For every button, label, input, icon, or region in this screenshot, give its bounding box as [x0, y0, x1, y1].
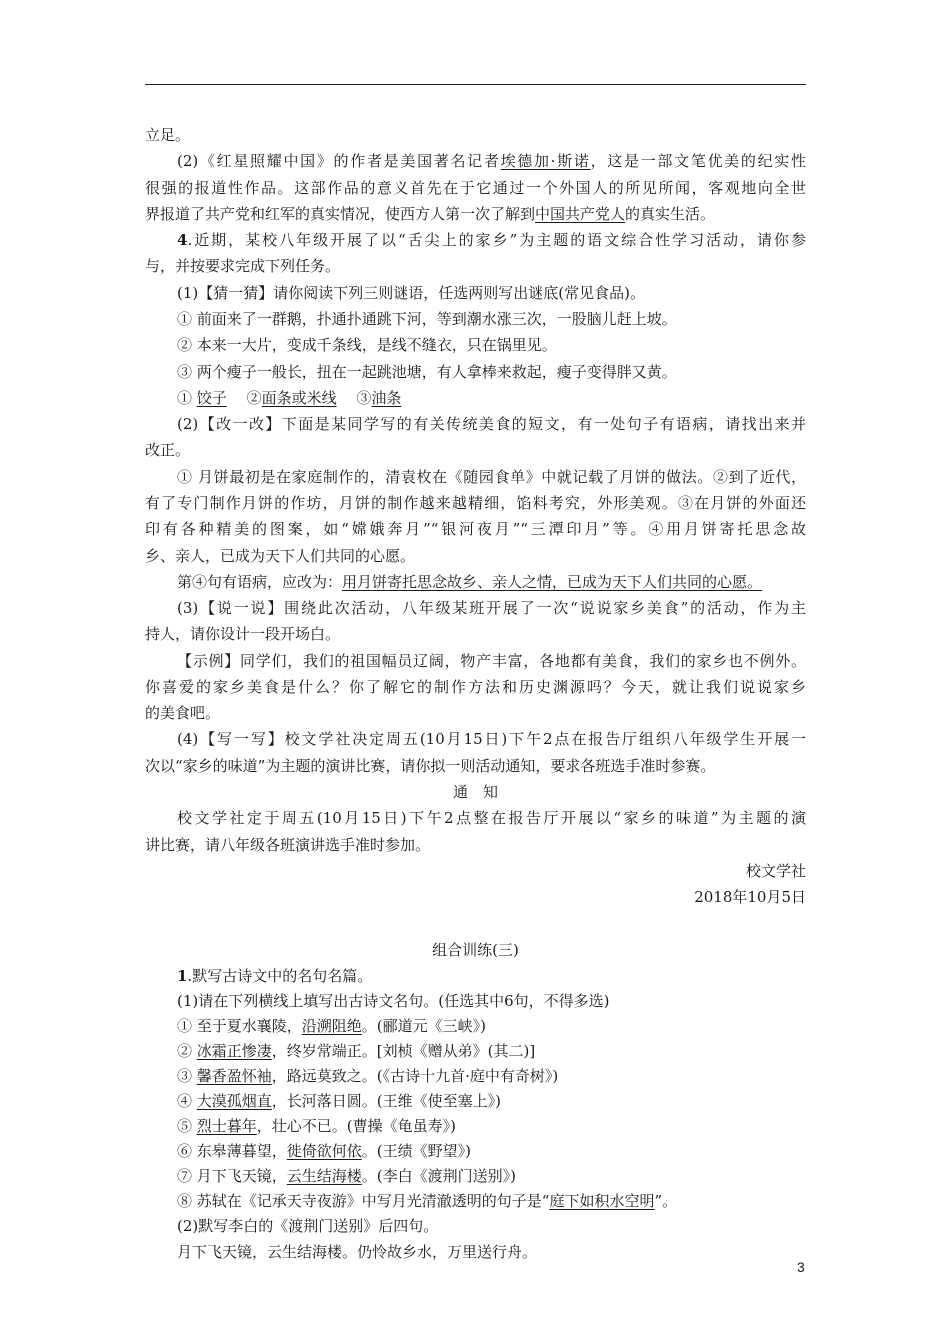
answer-text: 用月饼寄托思念故乡、亲人之情，已成为天下人们共同的心愿。 — [342, 573, 763, 591]
text-line: (4)【写一写】校文学社决定周五(10月15日)下午2点在报告厅组织八年级学生开展一 — [177, 730, 806, 748]
text-line: (1)请在下列横线上填写出古诗文名句。(任选其中6句，不得多选) — [177, 992, 610, 1010]
text-line: 立足。 — [145, 126, 191, 144]
text-line: (2)《红星照耀中国》的作者是美国著名记者埃德加·斯诺，这是一部文笔优美的纪实性 — [177, 152, 806, 170]
poem-item: ⑥ 东皋薄暮望，徙倚欲何依。(王绩《野望》) — [177, 1142, 472, 1160]
text-line: 的美食吧。 — [145, 704, 221, 722]
poem-item: ③ 馨香盈怀袖，路远莫致之。(《古诗十九首·庭中有奇树》) — [177, 1067, 559, 1085]
header-rule — [145, 84, 806, 85]
answer-text: 烈士暮年 — [196, 1117, 257, 1135]
poem-item: ⑤ 烈士暮年，壮心不已。(曹操《龟虽寿》) — [177, 1117, 457, 1135]
text-line: (2)【改一改】下面是某同学写的有关传统美食的短文，有一处句子有语病，请找出来并 — [177, 415, 806, 433]
answer-text: 油条 — [371, 389, 402, 407]
question-1-stem: 1.默写古诗文中的名句名篇。 — [177, 967, 373, 985]
answer-text: 面条或米线 — [261, 389, 337, 407]
correction-answer: 第④句有语病，应改为：用月饼寄托思念故乡、亲人之情，已成为天下人们共同的心愿。 — [177, 573, 763, 591]
riddle-answers: ① 饺子 ②面条或米线 ③油条 — [177, 389, 402, 407]
text-line: 次以“家乡的味道”为主题的演讲比赛，请你拟一则活动通知，要求各班选手准时参赛。 — [145, 757, 716, 775]
answer-text: 冰霜正惨凄 — [196, 1042, 272, 1060]
riddle: ② 本来一大片，变成千条线，是线不缝衣，只在锅里见。 — [177, 336, 557, 354]
poem-item: ④ 大漠孤烟直，长河落日圆。(王维《使至塞上》) — [177, 1092, 502, 1110]
text-line: 有了专门制作月饼的作坊，月饼的制作越来越精细，馅料考究，外形美观。③在月饼的外面还 — [145, 494, 806, 512]
answer-text: 中国共产党人 — [535, 205, 626, 223]
text-line: 讲比赛，请八年级各班演讲选手准时参加。 — [145, 836, 431, 854]
text-line: 校文学社定于周五(10月15日)下午2点整在报告厅开展以“家乡的味道”为主题的演 — [177, 809, 806, 827]
answer-text: 馨香盈怀袖 — [196, 1067, 272, 1085]
answer-text: 庭下如积水空明 — [549, 1192, 655, 1210]
text-line: ① 月饼最初是在家庭制作的，清袁枚在《随园食单》中就记载了月饼的做法。②到了近代， — [177, 468, 806, 486]
question-number: 4 — [177, 231, 188, 249]
notice-title: 通 知 — [452, 783, 498, 801]
page-number: 3 — [797, 1259, 805, 1275]
text-line: 你喜爱的家乡美食是什么？你了解它的制作方法和历史渊源吗？今天，就让我们说说家乡 — [145, 678, 806, 696]
question-4-stem: 4.近期，某校八年级开展了以“舌尖上的家乡”为主题的语文综合性学习活动，请你参 — [177, 231, 806, 249]
text-line: (3)【说一说】围绕此次活动，八年级某班开展了一次“说说家乡美食”的活动，作为主 — [177, 599, 806, 617]
answer-line: 月下飞天镜，云生结海楼。仍怜故乡水，万里送行舟。 — [177, 1243, 538, 1261]
text-line: 界报道了共产党和红军的真实情况，使西方人第一次了解到中国共产党人的真实生活。 — [145, 205, 716, 223]
answer-text: 埃德加·斯诺 — [500, 152, 591, 170]
text-line: 【示例】同学们，我们的祖国幅员辽阔，物产丰富，各地都有美食，我们的家乡也不例外。 — [177, 652, 806, 670]
answer-text: 饺子 — [196, 389, 227, 407]
answer-text: 云生结海楼 — [286, 1167, 362, 1185]
answer-text: 沿溯阻绝 — [301, 1017, 362, 1035]
notice-date: 2018年10月5日 — [694, 888, 806, 906]
notice-signature: 校文学社 — [745, 862, 806, 880]
poem-item: ② 冰霜正惨凄，终岁常端正。[刘桢《赠从弟》(其二)] — [177, 1042, 536, 1060]
poem-item: ⑦ 月下飞天镜，云生结海楼。(李白《渡荆门送别》) — [177, 1167, 517, 1185]
text-line: 很强的报道性作品。这部作品的意义首先在于它通过一个外国人的所见所闻，客观地向全世 — [145, 179, 806, 197]
riddle: ① 前面来了一群鹅，扑通扑通跳下河，等到潮水涨三次，一股脑儿赶上坡。 — [177, 310, 677, 328]
answer-text: 大漠孤烟直 — [196, 1092, 272, 1110]
text-line: 改正。 — [145, 441, 191, 459]
text-line: 印有各种精美的图案，如“嫦娥奔月”“银河夜月”“三潭印月”等。④用月饼寄托思念故 — [145, 520, 806, 538]
section-heading: 组合训练(三) — [432, 941, 519, 959]
poem-item: ① 至于夏水襄陵，沿溯阻绝。(郦道元《三峡》) — [177, 1017, 487, 1035]
text-line: 与，并按要求完成下列任务。 — [145, 257, 341, 275]
text-line: 乡、亲人，已成为天下人们共同的心愿。 — [145, 547, 416, 565]
text-line: (1)【猜一猜】请你阅读下列三则谜语，任选两则写出谜底(常见食品)。 — [177, 284, 645, 302]
poem-item: ⑧ 苏轼在《记承天寺夜游》中写月光清澈透明的句子是“庭下如积水空明”。 — [177, 1192, 678, 1210]
answer-text: 徙倚欲何依 — [286, 1142, 362, 1160]
text-line: (2)默写李白的《渡荆门送别》后四句。 — [177, 1217, 439, 1235]
question-number: 1 — [177, 967, 188, 985]
riddle: ③ 两个瘦子一般长，扭在一起跳池塘，有人拿棒来救起，瘦子变得胖又黄。 — [177, 363, 677, 381]
text-line: 持人，请你设计一段开场白。 — [145, 625, 341, 643]
